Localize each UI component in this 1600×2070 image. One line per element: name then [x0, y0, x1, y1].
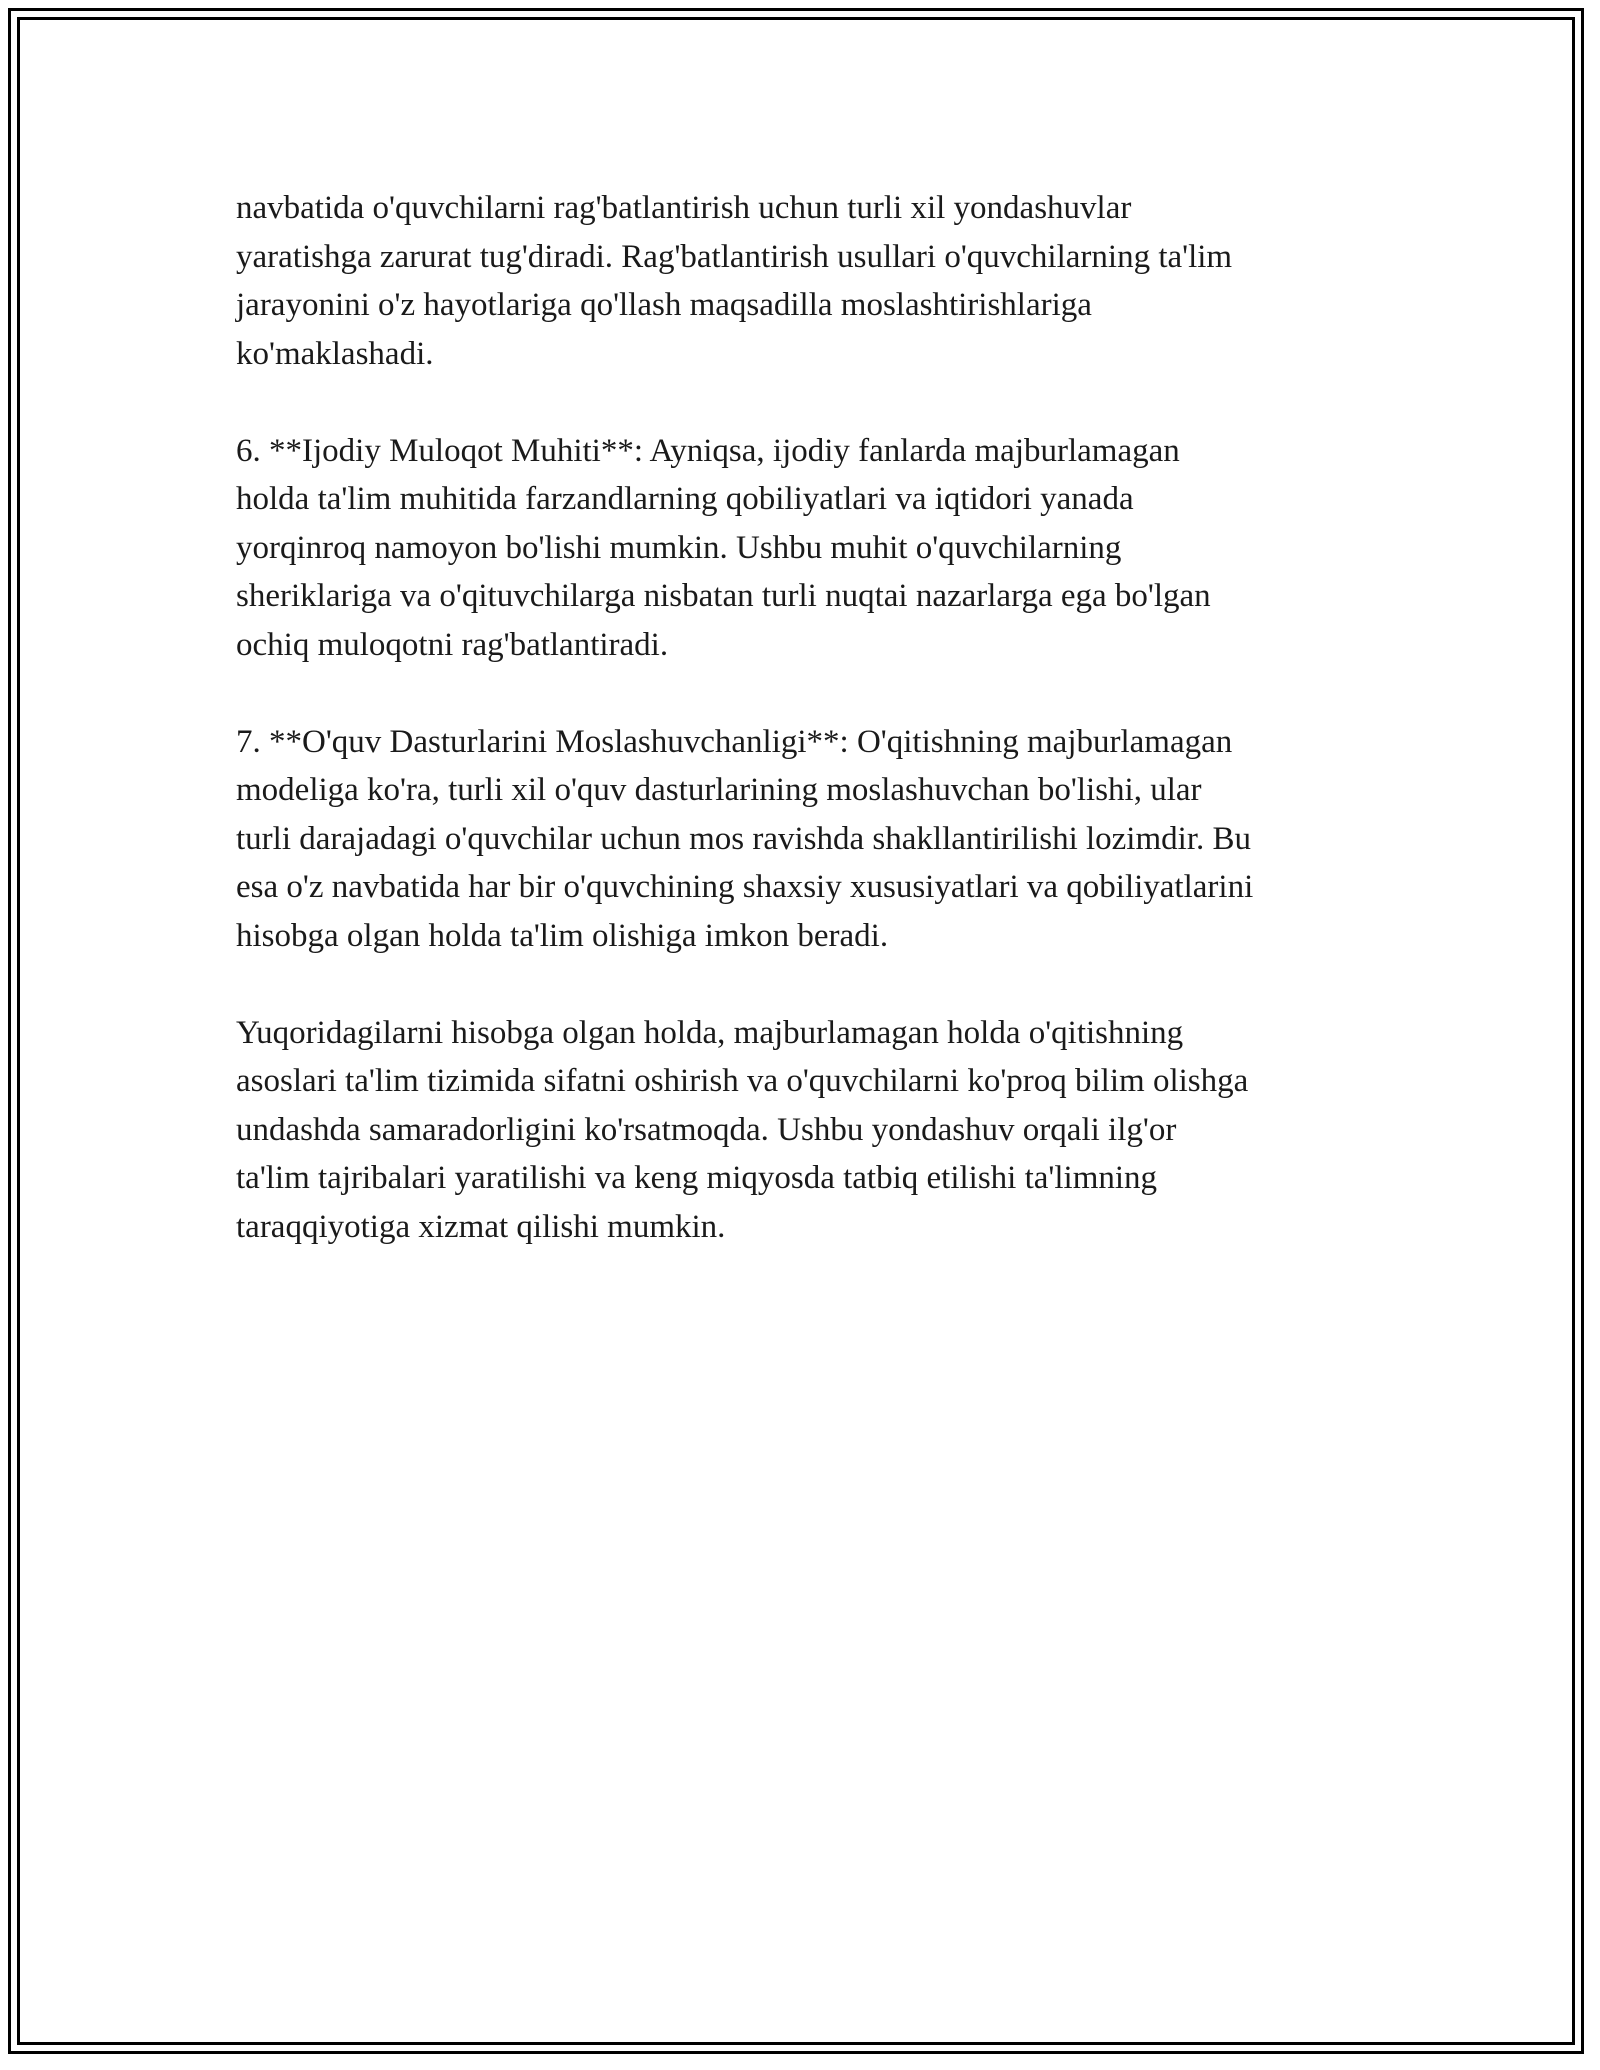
- document-body: [236, 184, 1416, 1300]
- paragraph-continuation: navbatida o'quvchilarni rag'batlantirish uchun turli xil yondashuvlar yaratishga zarurat tug'diradi. Rag'batlantirish usullari o'quvchilarning ta'lim jarayonini o'z hayotlariga qo'llash maqsadilla moslashtirishlariga ko'maklashadi.: [236, 190, 1233, 372]
- paragraph-conclusion: Yuqoridagilarni hisobga olgan holda, majburlamagan holda o'qitishning asoslari ta'lim tizimida sifatni oshirish va o'quvchilarni ko'proq bilim olishga undashda samaradorligini ko'rsatmoqda. Ushbu yondashuv orqali ilg'or ta'lim tajribalari yaratilishi va keng miqyosda tatbiq etilishi ta'limning taraqqiyotiga xizmat qilishi mumkin.: [236, 1014, 1249, 1245]
- paragraph-item-6: 6. **Ijodiy Muloqot Muhiti**: Ayniqsa, ijodiy fanlarda majburlamagan holda ta'lim muhitida farzandlarning qobiliyatlari va iqtidori yanada yorqinroq namoyon bo'lishi mumkin. Ushbu muhit o'quvchilarning sheriklariga va o'qituvchilarga nisbatan turli nuqtai nazarlarga ega bo'lgan ochiq muloqotni rag'batlantiradi.: [236, 432, 1211, 663]
- paragraph-item-7: 7. **O'quv Dasturlarini Moslashuvchanligi**: O'qitishning majburlamagan modeliga ko'ra, turli xil o'quv dasturlarining moslashuvchan bo'lishi, ular turli darajadagi o'quvchilar uchun mos ravishda shakllantirilishi lozimdir. Bu esa o'z navbatida har bir o'quvchining shaxsiy xususiyatlari va qobiliyatlarini hisobga olgan holda ta'lim olishiga imkon beradi.: [236, 723, 1254, 954]
